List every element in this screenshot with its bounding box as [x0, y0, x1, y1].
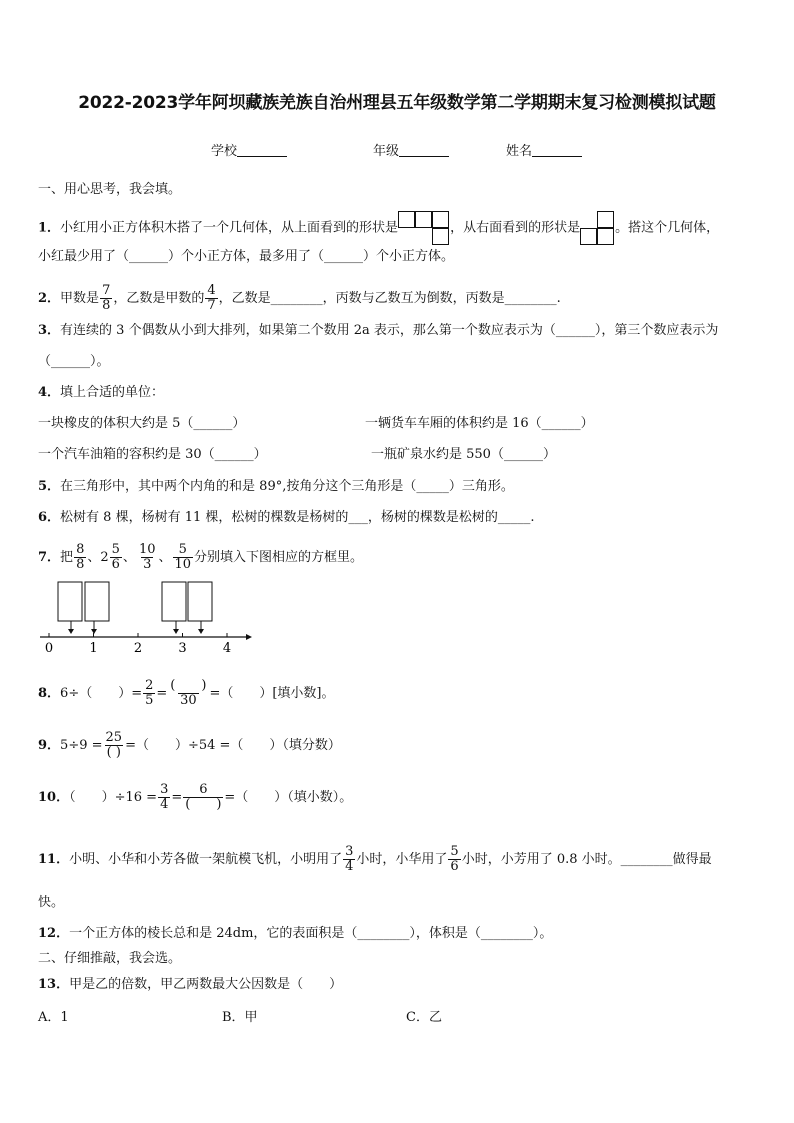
q2-number: 2． — [38, 291, 61, 306]
q10-number: 10． — [38, 790, 70, 805]
question-6 — [38, 508, 535, 528]
q10-text-b: =（ ）（填小数）。 — [224, 790, 353, 805]
q13-option-b[interactable]: B．甲 — [222, 1010, 258, 1025]
axis-tick-label: 0 — [44, 641, 54, 656]
q2-text-c: ，乙数是________，丙数与乙数互为倒数，丙数是________. — [218, 291, 561, 306]
q2-text-b: ，乙数是甲数的 — [113, 291, 205, 306]
q1-text-c: 。搭这个几何体， — [615, 220, 720, 236]
q10-text-a: （ ）÷16 = — [69, 790, 158, 805]
question-7: 7．把 $\frac{8}{8}$ 、2 $\frac{5}{6}$ 、 $\frac{10}{3}$ 、 $\frac{5}{10}$ 分别填入下图相应的方框里。 — [38, 542, 364, 572]
q13-option-c[interactable]: C．乙 — [406, 1010, 442, 1025]
school-field — [211, 140, 287, 159]
q1-text-b: ，从右面看到的形状是 — [450, 220, 581, 236]
section-1-heading: 一、用心思考，我会填。 — [38, 182, 182, 197]
answer-box-2[interactable] — [85, 582, 109, 621]
q7-text-b: 分别填入下图相应的方框里。 — [194, 550, 364, 565]
question-13 — [38, 975, 342, 995]
q5-text: 在三角形中，其中两个内角的和是 89°,按角分这个三角形是（_____）三角形。 — [60, 479, 514, 494]
axis-tick-label: 3 — [178, 641, 187, 656]
q11-text-b: 小时，小华用了 — [356, 852, 448, 867]
q8-text-b: =（ ）[填小数]。 — [209, 686, 335, 701]
question-9 — [38, 731, 341, 760]
q4-row-2-left: 一个汽车油箱的容积约是 30（______） — [38, 447, 267, 462]
grade-blank[interactable] — [399, 143, 449, 157]
name-blank[interactable] — [532, 143, 582, 157]
q13-option-a[interactable]: A．1 — [38, 1010, 69, 1025]
arrowhead-icon — [68, 629, 74, 634]
question-4-heading — [38, 383, 164, 403]
q11-fraction-2: $\frac{5}{6}$ — [450, 844, 459, 874]
q11-fraction-1: $\frac{3}{4}$ — [345, 844, 354, 874]
question-1-line-1 — [38, 211, 719, 245]
axis-tick-label: 2 — [133, 641, 143, 656]
q13-text: 甲是乙的倍数，甲乙两数最大公因数是（ ） — [69, 977, 343, 992]
q9-number: 9． — [38, 738, 61, 753]
top-view-figure — [398, 211, 450, 245]
arrowhead-icon — [198, 629, 204, 634]
q8-fraction-2: $\frac{( )}{30}$ — [170, 678, 207, 708]
q11-text-c: 小时，小芳用了 0.8 小时。________做得最 — [461, 852, 712, 867]
q12-number: 12． — [38, 926, 70, 941]
section-2-heading: 二、仔细推敲，我会选。 — [38, 951, 182, 966]
q10-fraction-1: $\frac{3}{4}$ — [160, 782, 169, 812]
q4-row-1-left: 一块橡皮的体积大约是 5（______） — [38, 416, 246, 431]
q7-number: 7． — [38, 550, 61, 565]
school-blank[interactable] — [237, 143, 287, 157]
question-2 — [38, 284, 561, 313]
q1-number: 1． — [38, 220, 61, 236]
name-label: 姓名 — [506, 144, 533, 159]
q7-text-a: 把 — [60, 550, 74, 565]
question-3-line-2: （______）。 — [38, 354, 110, 369]
q5-number: 5． — [38, 479, 61, 494]
right-view-figure — [580, 211, 615, 245]
q8-fraction-1: $\frac{2}{5}$ — [145, 678, 154, 708]
q8-number: 8． — [38, 686, 61, 701]
axis-tick-label: 1 — [89, 641, 98, 656]
question-10: 10．（ ）÷16 = $\frac{3}{4}$ = $\frac{6}{( )}$ =（ ）（填小数）。 — [38, 782, 353, 812]
answer-box-1[interactable] — [58, 582, 82, 621]
q10-fraction-2: $\frac{6}{( )}$ — [185, 782, 222, 812]
q4-row-1-right: 一辆货车车厢的体积约是 16（______） — [365, 416, 594, 431]
q7-fraction-4: $\frac{5}{10}$ — [174, 542, 192, 572]
axis-tick-label: 4 — [222, 641, 232, 656]
page-title: 2022-2023学年阿坝藏族羌族自治州理县五年级数学第二学期期末复习检测模拟试题 — [78, 93, 716, 113]
q4-text-a: 填上合适的单位： — [60, 385, 165, 400]
q12-text: 一个正方体的棱长总和是 24dm，它的表面积是（________），体积是（________）。 — [69, 926, 553, 941]
q7-fraction-1: $\frac{8}{8}$ — [76, 542, 85, 572]
q11-text-a: 小明、小华和小芳各做一架航模飞机，小明用了 — [69, 852, 343, 867]
question-5 — [38, 477, 514, 497]
q7-fraction-2: $\frac{5}{6}$ — [111, 542, 120, 572]
q6-number: 6． — [38, 510, 61, 525]
question-11-line-1 — [38, 845, 712, 874]
q2-fraction-1: $\frac{7}{8}$ — [102, 283, 111, 313]
q7-fraction-3: $\frac{10}{3}$ — [138, 542, 156, 572]
q7-mixed-whole: 2 — [100, 550, 109, 565]
q13-number: 13． — [38, 977, 70, 992]
axis-arrow-icon — [246, 634, 252, 640]
grade-label: 年级 — [373, 144, 400, 159]
grade-field — [373, 140, 449, 159]
number-line-figure — [38, 578, 258, 656]
q9-text-b: =（ ）÷54 =（ ）（填分数） — [125, 738, 341, 753]
q4-row-2-right: 一瓶矿泉水约是 550（______） — [371, 447, 556, 462]
axis-tick-labels — [45, 641, 231, 656]
q3-text-a: 有连续的 3 个偶数从小到大排列，如果第二个数用 2a 表示，那么第一个数应表示为（______），第三个数应表示为 — [60, 323, 719, 338]
q2-text-a: 甲数是 — [60, 291, 100, 306]
question-11-line-2: 快。 — [38, 895, 65, 910]
q1-text-a: 小红用小正方体积木搭了一个几何体，从上面看到的形状是 — [60, 220, 399, 236]
q2-fraction-2: $\frac{4}{7}$ — [207, 283, 216, 313]
answer-box-4[interactable] — [188, 582, 212, 621]
question-8: 8．6÷（ ）= $\frac{2}{5}$ = $\frac{( )}{30}$ =（ ）[填小数]。 — [38, 678, 335, 708]
arrowhead-icon — [173, 629, 179, 634]
q11-number: 11． — [38, 852, 70, 867]
q8-text-a: 6÷（ ）= — [60, 686, 143, 701]
student-info-row — [0, 140, 794, 160]
q6-text: 松树有 8 棵，杨树有 11 棵，松树的棵数是杨树的___，杨树的棵数是松树的_____. — [60, 510, 535, 525]
question-12 — [38, 924, 552, 944]
school-label: 学校 — [211, 144, 238, 159]
q9-fraction: $\frac{25}{( )}$ — [105, 730, 123, 760]
question-1-line-2: 小红最少用了（______）个小正方体，最多用了（______）个小正方体。 — [38, 249, 455, 264]
question-3-line-1 — [38, 321, 718, 341]
name-field — [506, 140, 582, 159]
q3-number: 3． — [38, 323, 61, 338]
q9-text-a: 5÷9 = — [60, 738, 103, 753]
q4-number: 4． — [38, 385, 61, 400]
answer-box-3[interactable] — [162, 582, 186, 621]
